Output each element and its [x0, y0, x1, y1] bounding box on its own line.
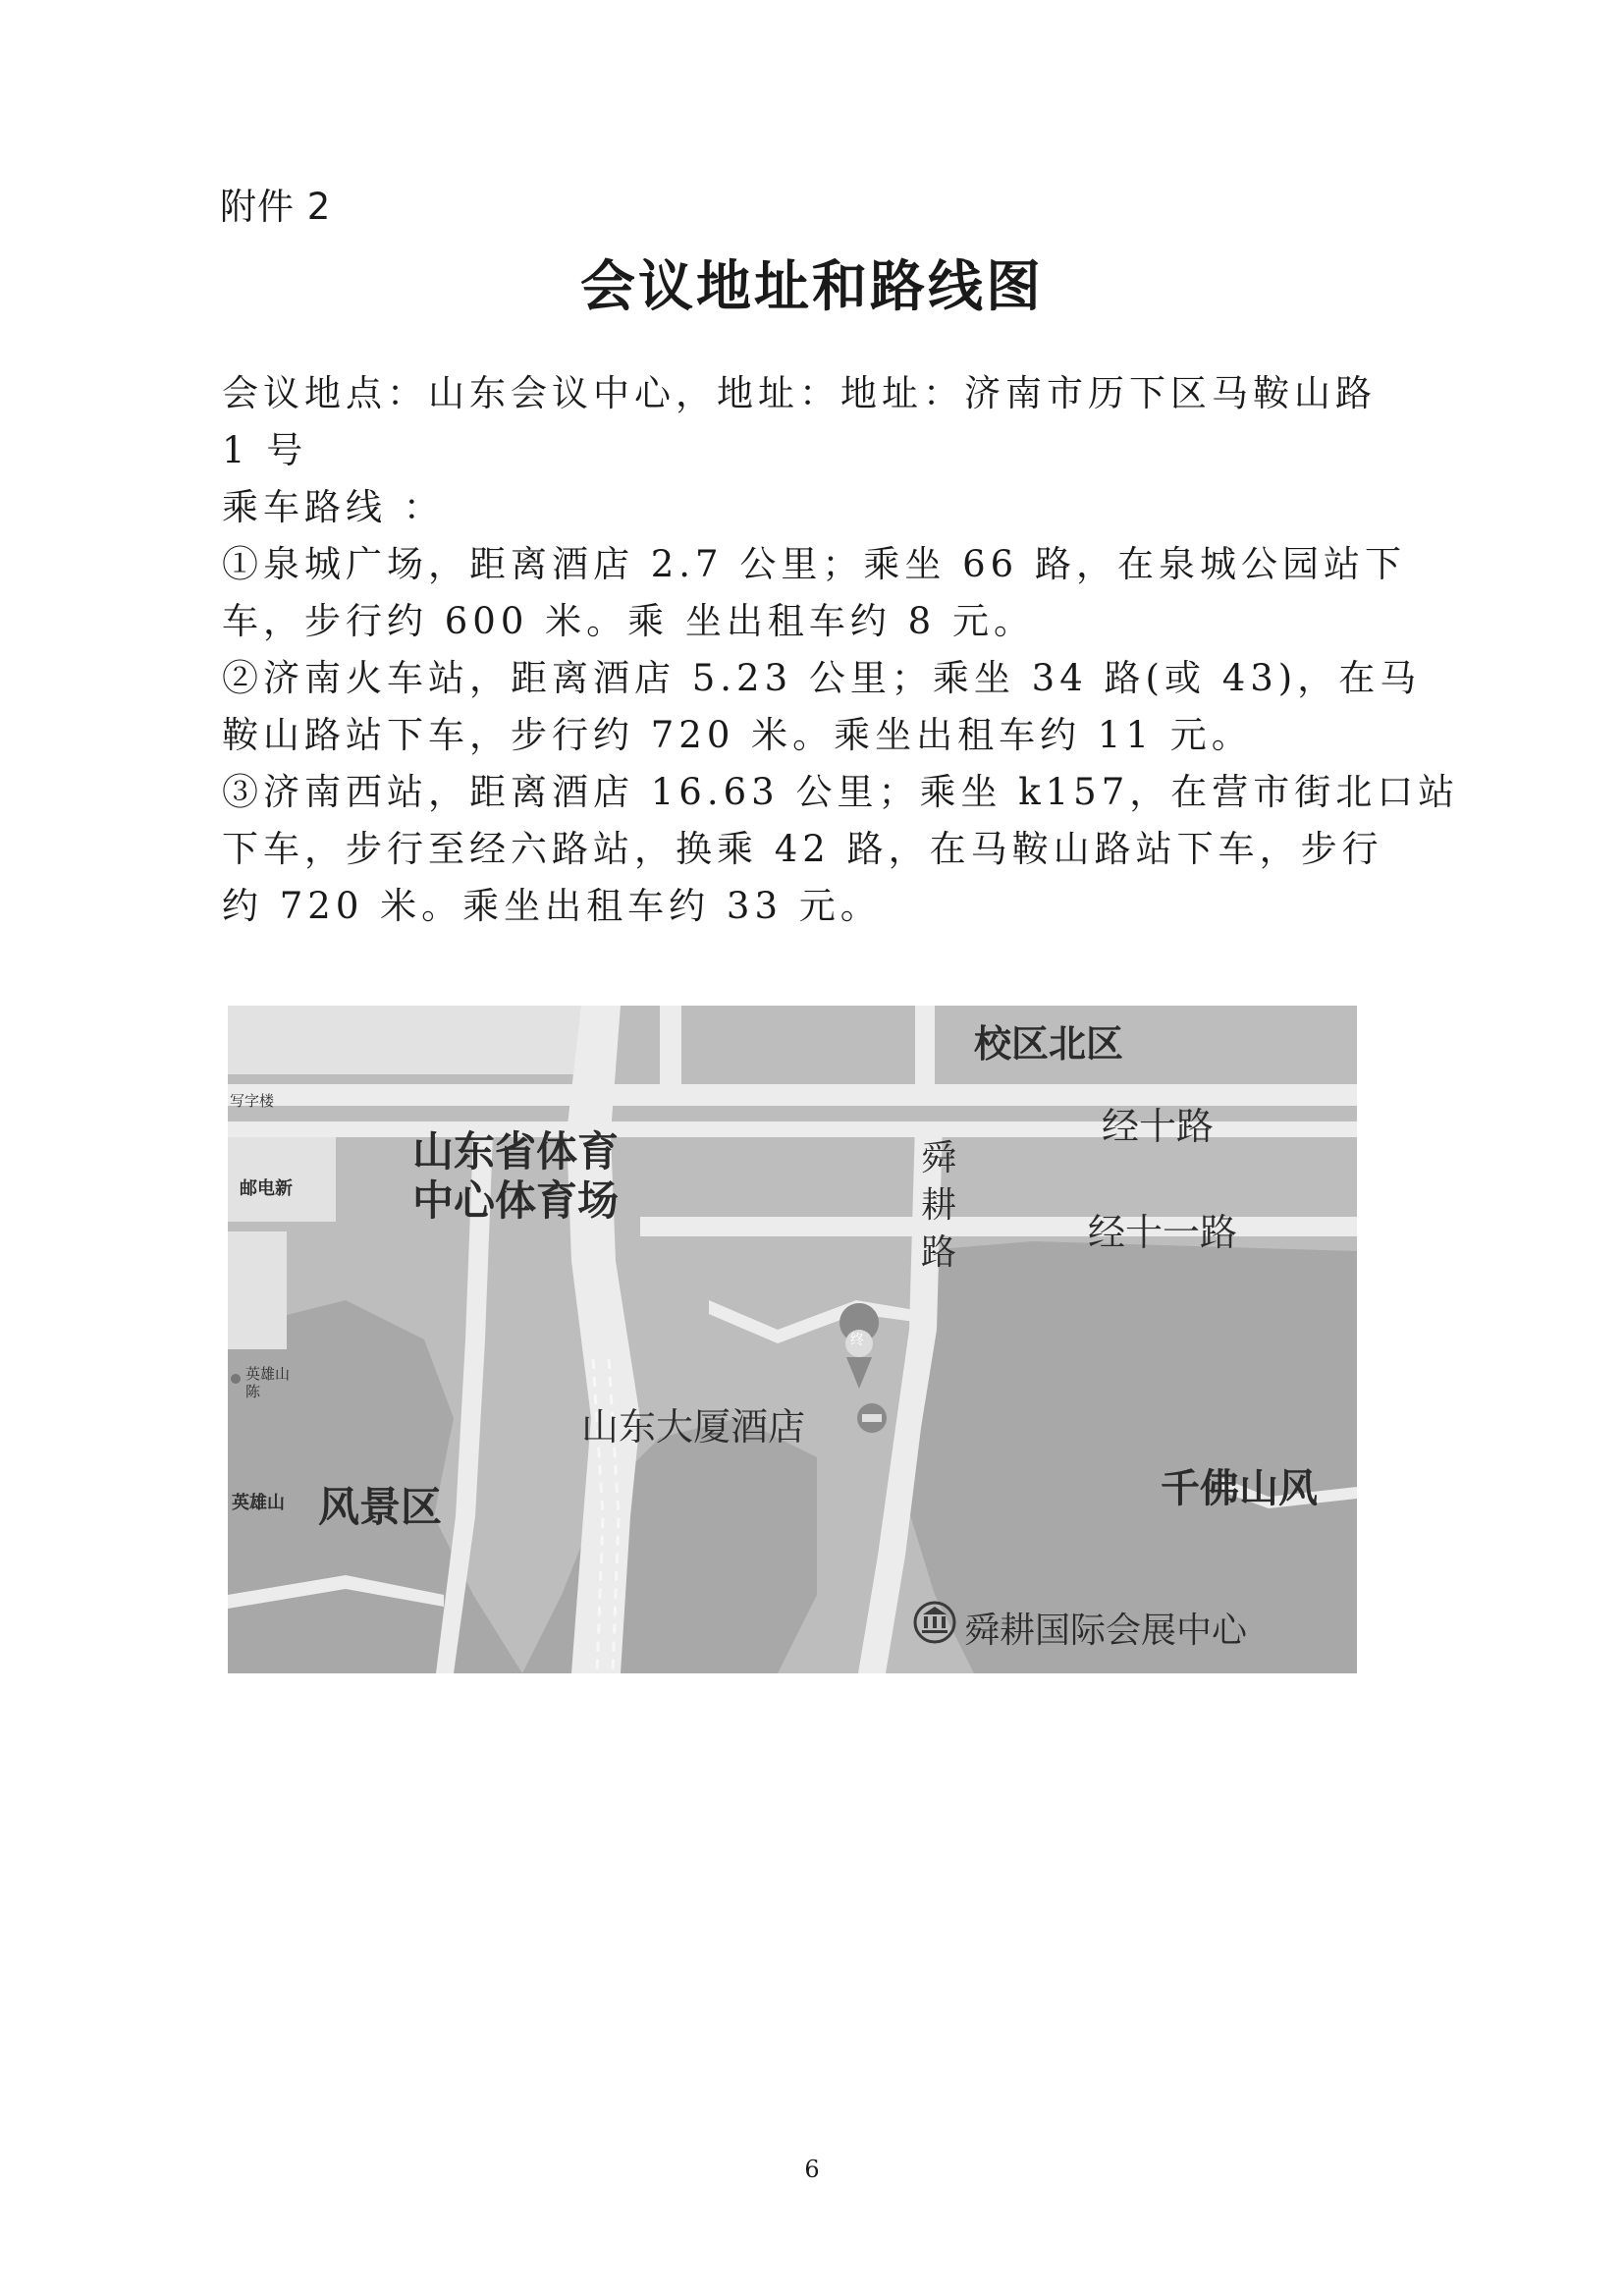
map-label-stadium: 山东省体育 中心体育场: [412, 1127, 620, 1225]
hotel-icon: [857, 1403, 887, 1433]
text-line: ②济南火车站，距离酒店 5.23 公里；乘坐 34 路(或 43)，在马: [222, 657, 1422, 699]
page-number: 6: [804, 2156, 820, 2183]
body-text: [222, 365, 1460, 935]
map-label-post: 邮电新: [240, 1178, 293, 1199]
map-label-scenic: 风景区: [318, 1483, 443, 1531]
map-label-campus: 校区北区: [974, 1022, 1124, 1066]
map-label-shungeng-road: 舜 耕 路: [921, 1138, 957, 1273]
map-label-hotel: 山东大厦酒店: [581, 1405, 806, 1449]
text-line: ①泉城广场，距离酒店 2.7 公里；乘坐 66 路，在泉城公园站下: [222, 543, 1406, 585]
map-label-yingxiong: 英雄山: [232, 1493, 285, 1513]
text-line: 车，步行约 600 米。乘 坐出租车约 8 元。: [222, 600, 1035, 642]
text-line: 1 号: [222, 429, 308, 471]
attachment-label: 附件 2: [220, 186, 332, 228]
location-dot-icon: [231, 1374, 241, 1384]
map-label-expo: 舜耕国际会展中心: [964, 1611, 1248, 1651]
map-label-yingxiong-small: 英雄山 陈: [245, 1365, 291, 1400]
map-label-jingshiyi-road: 经十一路: [1088, 1211, 1238, 1254]
road-jingshiyi: [640, 1217, 1357, 1236]
text-line: 会议地点：山东会议中心，地址：地址：济南市历下区马鞍山路: [222, 372, 1377, 414]
map-pin-label: 终: [850, 1333, 864, 1348]
map-label-qianfo: 千佛山风: [1161, 1466, 1318, 1511]
text-line: 下车，步行至经六路站，换乘 42 路，在马鞍山路站下车，步行: [222, 828, 1383, 870]
text-line: 约 720 米。乘坐出租车约 33 元。: [222, 885, 882, 927]
map-label-jingshi-road: 经十路: [1102, 1105, 1215, 1148]
text-line: 乘车路线 ：: [222, 486, 445, 528]
text-line: 鞍山路站下车，步行约 720 米。乘坐出租车约 11 元。: [222, 714, 1253, 756]
text-line: ③济南西站，距离酒店 16.63 公里；乘坐 k157，在营市街北口站: [222, 771, 1460, 813]
page-title: 会议地址和路线图: [580, 255, 1044, 319]
map-label-office: 写字楼: [230, 1092, 275, 1110]
route-map: [228, 1006, 1357, 1673]
